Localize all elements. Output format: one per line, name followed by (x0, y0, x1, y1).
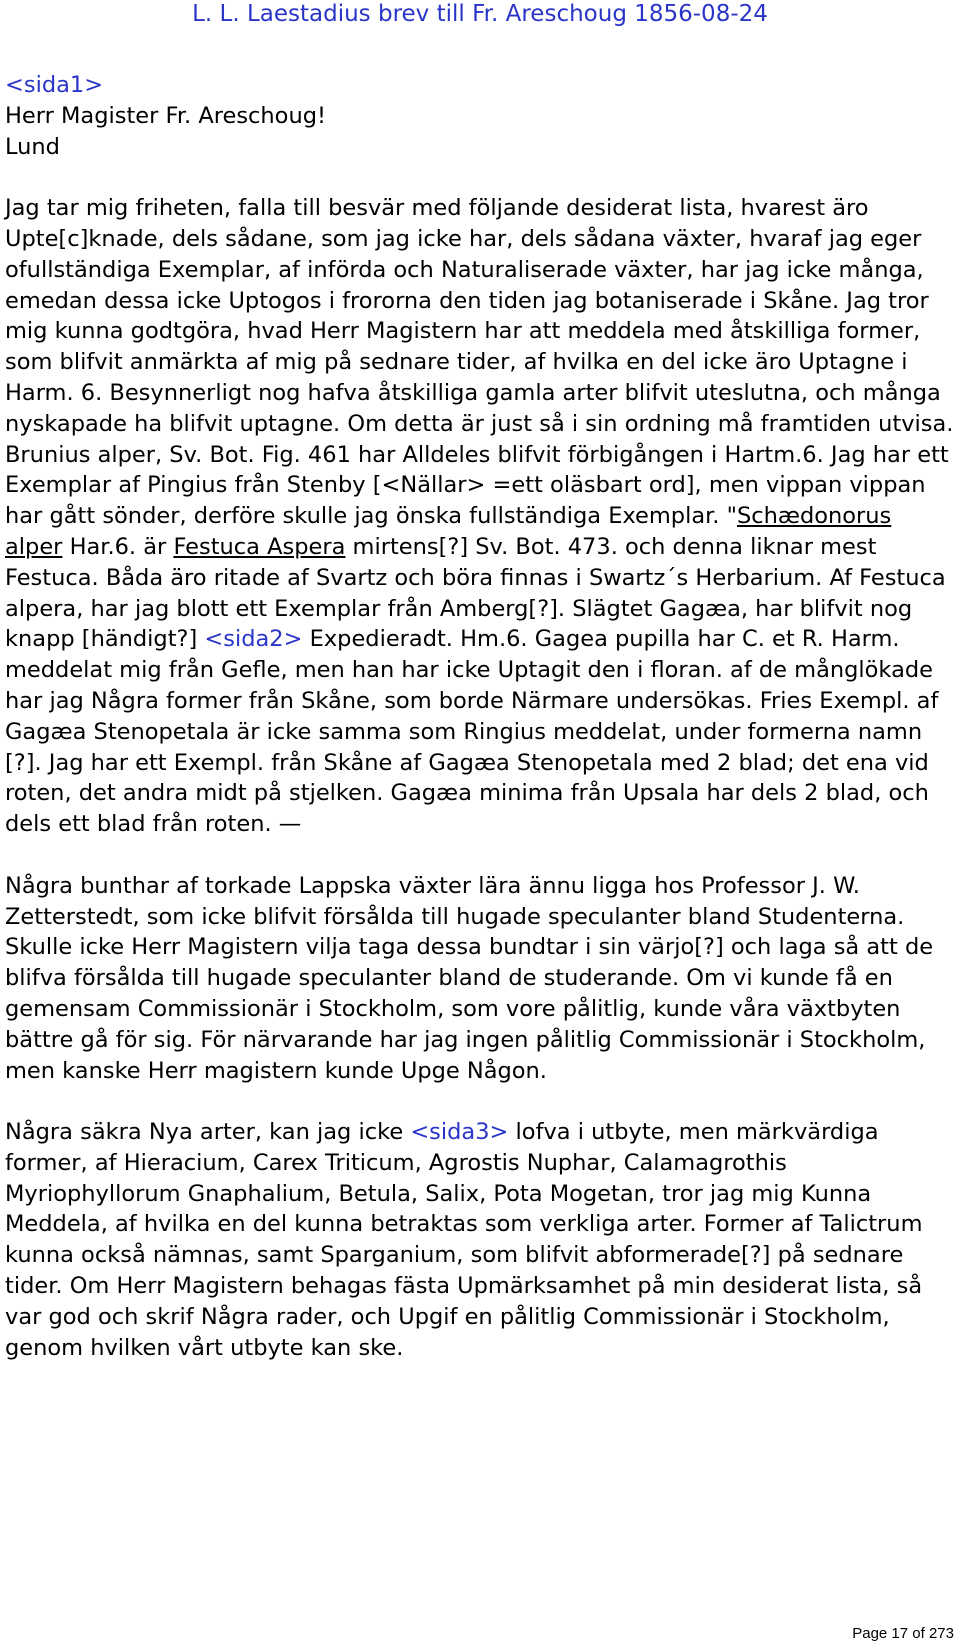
paragraph-1-text-a: Jag tar mig friheten, falla till besvär med följande desiderat lista, hvarest äro Upte[c]knade, dels sådane, som jag icke har, dels sådana växter, hvaraf jag eger ofullständiga Exemplar, af införda och Naturaliserade växter, har jag icke många, emedan dessa icke Uptogos i frororna den tiden jag botaniserade i Skåne. Jag tror mig kunna godtgöra, hvad Herr Magistern har att meddela med åtskilliga former, som blifvit anmärkta af mig på sednare tider, af hvilka en del icke äro Uptagne i Harm. 6. Besynnerligt nog hafva åtskilliga gamla arter blifvit uteslutna, och många nyskapade ha blifvit uptagne. Om detta är just så i sin ordning må framtiden utvisa. Brunius alper, Sv. Bot. Fig. 461 har Alldeles blifvit förbigången i Hartm.6. Jag har ett Exemplar af Pingius från Stenby [<Nällar> =ett oläsbart ord], men vippan vippan har gått sönder, derföre skulle jag önska fullständiga Exemplar. " (5, 195, 954, 530)
letter-body (5, 70, 955, 1363)
underlined-species-1: Schædonorus alper (5, 503, 892, 560)
page-marker-1: <sida1> (5, 72, 104, 98)
paragraph-2: Några bunthar af torkade Lappska växter lära ännu ligga hos Professor J. W. Zetterstedt, som icke blifvit försålda till hugade speculanter bland Studenterna. Skulle icke Herr Magistern vilja taga dessa bundtar i sin värjo[?] och laga så att de blifva försålda till hugade speculanter bland de studerande. Om vi kunde få en gemensam Commissionär i Stockholm, som vore pålitlig, kunde våra växtbyten bättre gå för sig. För närvarande har jag ingen pålitlig Commissionär i Stockholm, men kanske Herr magistern kunde Upge Någon. (5, 872, 934, 1084)
paragraph-1-text-d: Expedieradt. Hm.6. Gagea pupilla har C. et R. Harm. meddelat mig från Gefle, men han har icke Uptagit den i floran. af de månglökade har jag Några former från Skåne, som borde Närmare undersökas. Fries Exempl. af Gagæa Stenopetala är icke samma som Ringius meddelat, under formerna namn [?]. Jag har ett Exempl. från Skåne af Gagæa Stenopetala med 2 blad; det ena vid roten, det andra midt på stjelken. Gagæa minima från Upsala har dels 2 blad, och dels ett blad från roten. — (5, 626, 939, 838)
page-marker-2: <sida2> (204, 626, 303, 653)
paragraph-gap (5, 840, 955, 871)
paragraph-3-text-a: Några säkra Nya arter, kan jag icke (5, 1119, 411, 1146)
underlined-species-2: Festuca Aspera (173, 533, 346, 560)
paragraph-1-text-c: mirtens[?] Sv. Bot. 473. och denna liknar mest Festuca. Båda äro ritade af Svartz och böra finnas i Swartz´s Herbarium. Af Festuca alpera, har jag blott ett Exemplar från Amberg[?]. Slägtet Gagæa, har blifvit nog knapp [händigt?] (5, 533, 946, 653)
paragraph-1 (5, 193, 955, 840)
paragraph-gap (5, 162, 955, 193)
page-marker-3: <sida3> (410, 1119, 509, 1146)
place-line: Lund (5, 133, 60, 160)
salutation: Herr Magister Fr. Areschoug! (5, 102, 327, 129)
paragraph-3 (5, 1117, 955, 1363)
paragraph-gap (5, 1086, 955, 1117)
paragraph-3-text-b: lofva i utbyte, men märkvärdiga former, af Hieracium, Carex Triticum, Agrostis Nuphar, Calamagrothis Myriophyllorum Gnaphalium, Betula, Salix, Pota Mogetan, tror jag mig Kunna Meddela, af hvilka en del kunna betraktas som verkliga arter. Former af Talictrum kunna också nämnas, samt Sparganium, som blifvit abformerade[?] på sednare tider. Om Herr Magistern behagas fästa Upmärksamhet på min desiderat lista, så var god och skrif Några rader, och Upgif en pålitlig Commissionär i Stockholm, genom hvilken vårt utbyte kan ske. (5, 1119, 923, 1361)
page-title: L. L. Laestadius brev till Fr. Areschoug 1856-08-24 (192, 1, 768, 27)
page-number: Page 17 of 273 (852, 1625, 954, 1642)
paragraph-1-text-b: Har.6. är (62, 533, 174, 560)
